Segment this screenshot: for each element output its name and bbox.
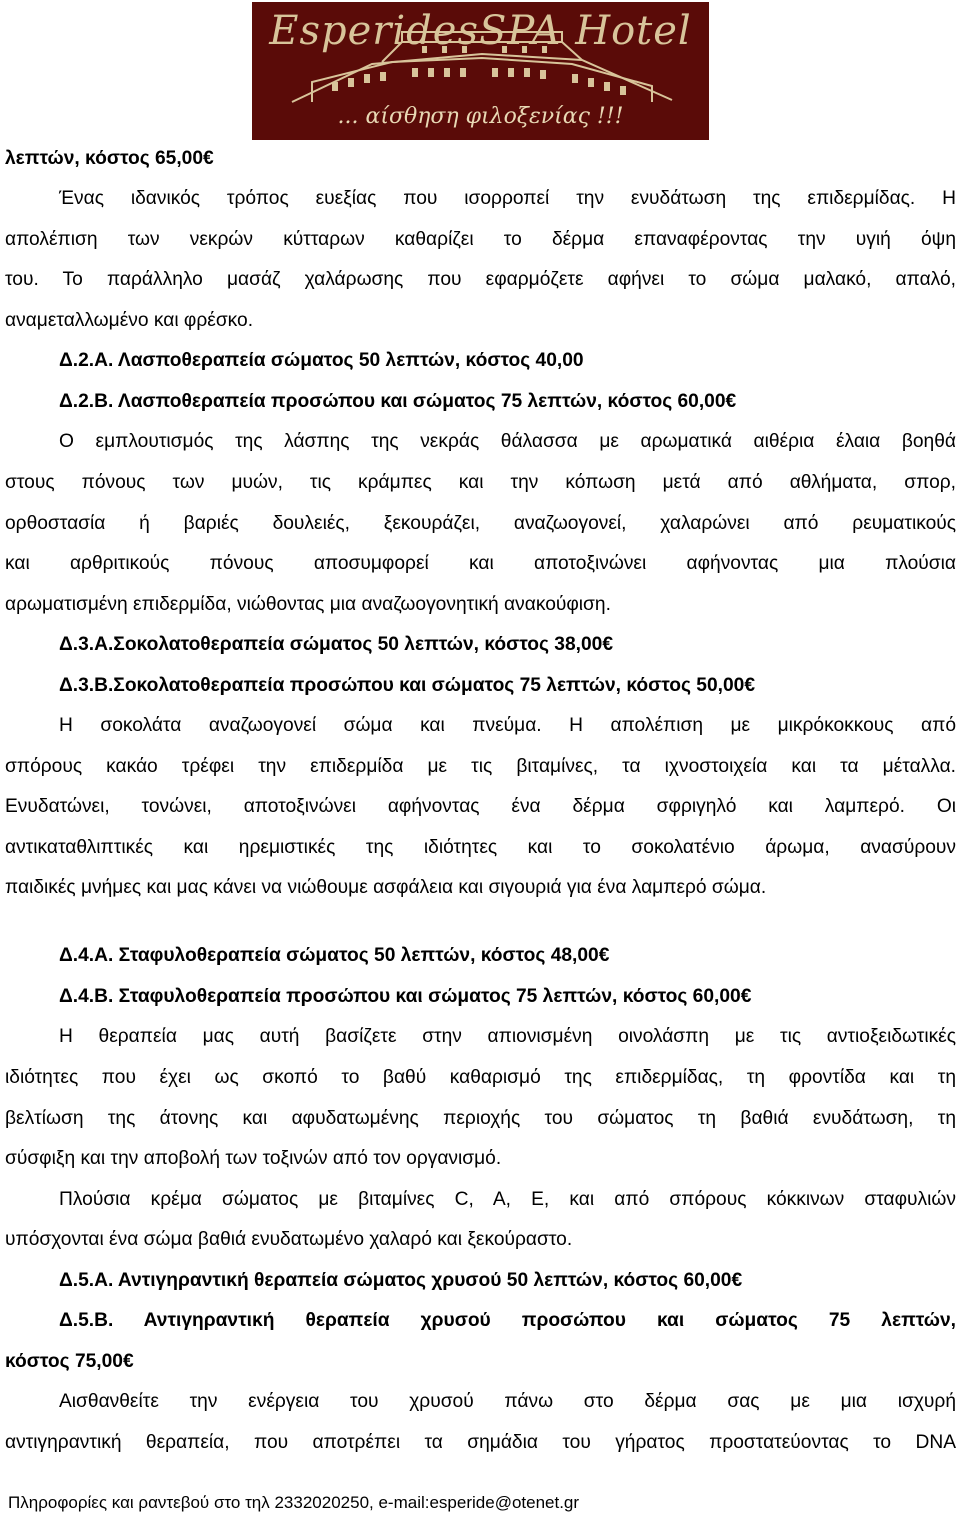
paragraph-line: Ενυδατώνει, τονώνει, αποτοξινώνει αφήνοντας ένα δέρμα σφριγηλό και λαμπερό. Οι — [5, 796, 956, 817]
logo-title: EsperidesSPA Hotel — [269, 8, 692, 54]
paragraph-line: ιδιότητες που έχει ως σκοπό το βαθύ καθαρισμό της επιδερμίδας, τη φροντίδα και τη — [5, 1067, 956, 1088]
hotel-logo — [252, 2, 709, 140]
paragraph-line: και αρθριτικούς πόνους αποσυμφορεί και αποτοξινώνει αφήνοντας μια πλούσια — [5, 553, 956, 574]
price-line: λεπτών, κόστος 65,00€ — [5, 148, 214, 169]
treatment-heading: Δ.3.Α.Σοκολατοθεραπεία σώματος 50 λεπτών, κόστος 38,00€ — [59, 634, 613, 655]
paragraph-line: αναμεταλλωμένο και φρέσκο. — [5, 310, 254, 331]
treatment-heading: Δ.5.Α. Αντιγηραντική θεραπεία σώματος χρυσού 50 λεπτών, κόστος 60,00€ — [59, 1270, 743, 1291]
treatment-heading: Δ.3.Β.Σοκολατοθεραπεία προσώπου και σώματος 75 λεπτών, κόστος 50,00€ — [59, 675, 755, 696]
paragraph-line: βελτίωση της άτονης και αφυδατωμένης περιοχής του σώματος τη βαθιά ενυδάτωση, τη — [5, 1108, 956, 1129]
paragraph-line: Αισθανθείτε την ενέργεια του χρυσού πάνω στο δέρμα σας με μια ισχυρή — [59, 1391, 956, 1412]
paragraph-line: Ένας ιδανικός τρόπος ευεξίας που ισορροπεί την ενυδάτωση της επιδερμίδας. Η — [59, 188, 956, 209]
paragraph-line: υπόσχονται ένα σώμα βαθιά ενυδατωμένο χαλαρό και ξεκούραστο. — [5, 1229, 573, 1250]
paragraph-line: ορθοστασία ή βαριές δουλειές, ξεκουράζει, αναζωογονεί, χαλαρώνει από ρευματικούς — [5, 513, 956, 534]
price-line: κόστος 75,00€ — [5, 1351, 134, 1372]
treatment-heading: Δ.2.Β. Λασποθεραπεία προσώπου και σώματος 75 λεπτών, κόστος 60,00€ — [59, 391, 737, 412]
paragraph-line: Πλούσια κρέμα σώματος με βιταμίνες C, A, E, και από σπόρους κόκκινων σταφυλιών — [59, 1189, 956, 1210]
paragraph-line: Η σοκολάτα αναζωογονεί σώμα και πνεύμα. Η απολέπιση με μικρόκοκκους από — [59, 715, 956, 736]
treatment-heading: Δ.4.Α. Σταφυλοθεραπεία σώματος 50 λεπτών, κόστος 48,00€ — [59, 945, 610, 966]
logo-slogan: ... αίσθηση φιλοξενίας !!! — [337, 104, 624, 129]
footer-contact: Πληροφορίες και ραντεβού στο τηλ 2332020250, e-mail:esperide@otenet.gr — [8, 1493, 580, 1512]
treatment-heading: Δ.5.Β. Αντιγηραντική θεραπεία χρυσού προσώπου και σώματος 75 λεπτών, — [59, 1310, 956, 1331]
paragraph-line: σπόρους κακάο τρέφει την επιδερμίδα με τις βιταμίνες, τα ιχνοστοιχεία και τα μέταλλα. — [5, 756, 956, 777]
paragraph-line: αντικαταθλιπτικές και ηρεμιστικές της ιδιότητες και το σοκολατένιο άρωμα, ανασύρουν — [5, 837, 956, 858]
treatment-heading: Δ.2.Α. Λασποθεραπεία σώματος 50 λεπτών, κόστος 40,00 — [59, 350, 584, 371]
paragraph-line: απολέπιση των νεκρών κύτταρων καθαρίζει το δέρμα επαναφέροντας την υγιή όψη — [5, 229, 956, 250]
paragraph-line: Ο εμπλουτισμός της λάσπης της νεκράς θάλασσα με αρωματικά αιθέρια έλαια βοηθά — [59, 431, 956, 452]
paragraph-line: σύσφιξη και την αποβολή των τοξινών από τον οργανισμό. — [5, 1148, 502, 1169]
treatment-heading: Δ.4.Β. Σταφυλοθεραπεία προσώπου και σώματος 75 λεπτών, κόστος 60,00€ — [59, 986, 752, 1007]
paragraph-line: αντιγηραντική θεραπεία, που αποτρέπει τα σημάδια του γήρατος προστατεύοντας το DNA — [5, 1432, 956, 1453]
paragraph-line: του. Το παράλληλο μασάζ χαλάρωσης που εφαρμόζετε αφήνει το σώμα μαλακό, απαλό, — [5, 269, 956, 290]
paragraph-line: παιδικές μνήμες και μας κάνει να νιώθουμε ασφάλεια και σιγουριά για ένα λαμπερό σώμα. — [5, 877, 767, 898]
paragraph-line: αρωματισμένη επιδερμίδα, νιώθοντας μια αναζωογονητική ανακούφιση. — [5, 594, 611, 615]
paragraph-line: στους πόνους των μυών, τις κράμπες και την κόπωση μετά από αθλήματα, σπορ, — [5, 472, 956, 493]
paragraph-line: Η θεραπεία μας αυτή βασίζετε στην απιονισμένη οινολάσπη με τις αντιοξειδωτικές — [59, 1026, 956, 1047]
